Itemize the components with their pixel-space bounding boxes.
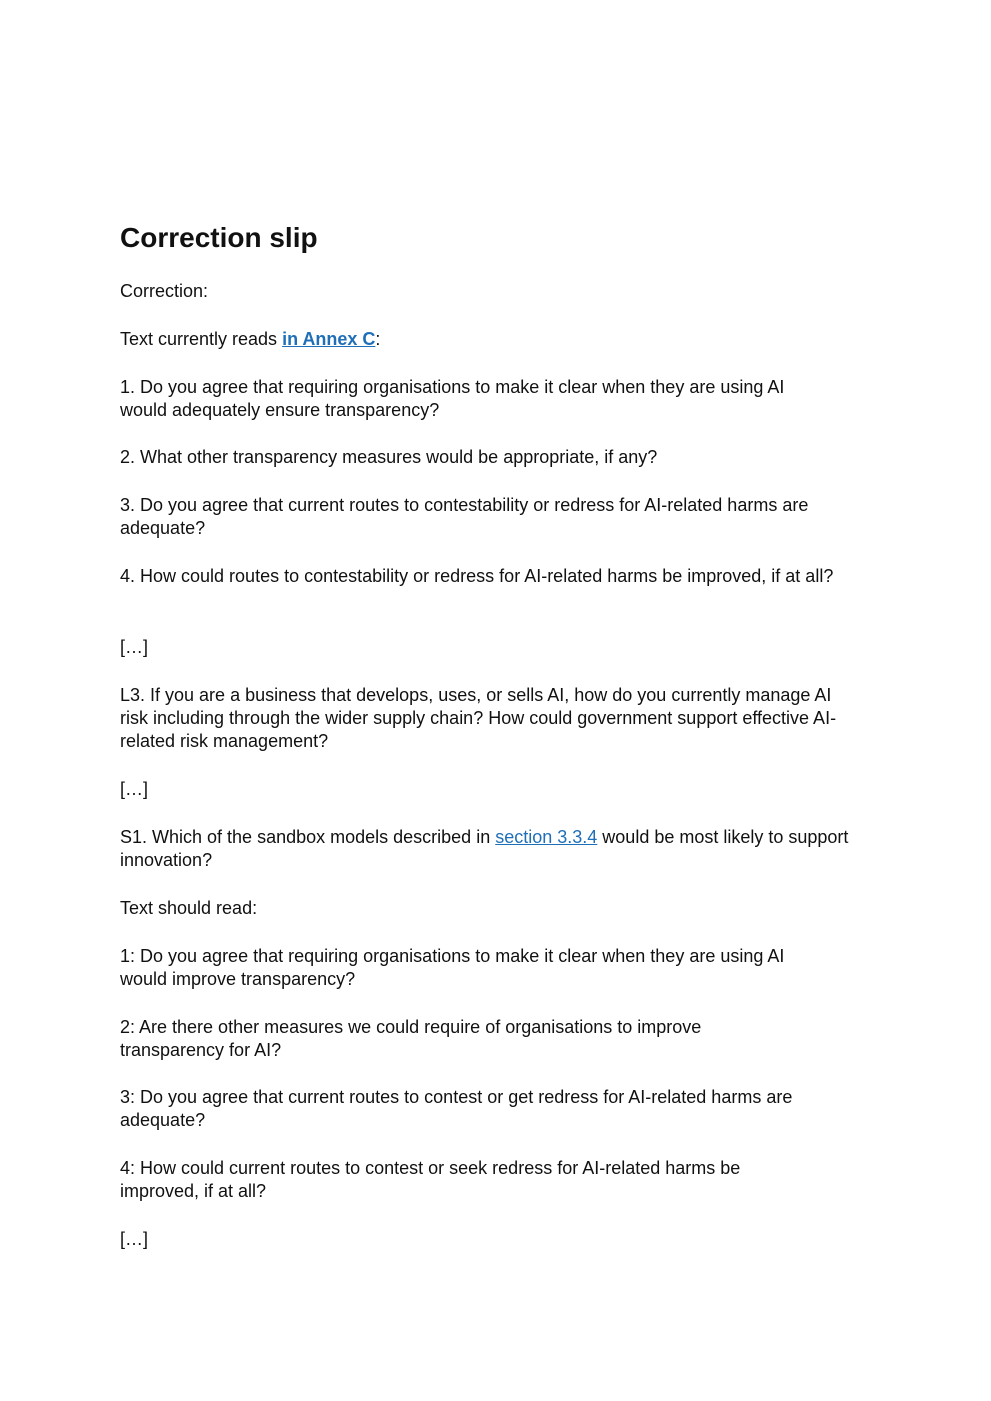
ellipsis: […] [120,637,149,657]
annex-c-link[interactable]: in Annex C [282,329,376,349]
current-question-l3: L3. If you are a business that develops, uses, or sells AI, how do you currently manage AI risk including through the wider supply chain? How could government support effective AI-related risk management? [120,685,837,751]
s1-suffix: would be most likely to support innovation? [120,827,849,870]
section-3-3-4-link[interactable]: section 3.3.4 [495,827,598,847]
s1-prefix: S1. Which of the sandbox models described in [120,827,496,847]
corrected-question-1: 1: Do you agree that requiring organisations to make it clear when they are using AI would improve transparency? [120,946,785,989]
current-question-s1 [120,826,865,872]
corrected-question-4: 4: How could current routes to contest or seek redress for AI-related harms be improved, if at all? [120,1158,741,1201]
current-question-1: 1. Do you agree that requiring organisations to make it clear when they are using AI would adequately ensure transparency? [120,377,785,420]
current-intro-suffix: : [375,329,381,349]
correction-label: Correction: [120,281,209,301]
current-question-2: 2. What other transparency measures would be appropriate, if any? [120,447,658,467]
current-question-4: 4. How could routes to contestability or redress for AI-related harms be improved, if at all? [120,566,834,586]
page-title: Correction slip [120,222,318,253]
should-read-label: Text should read: [120,898,258,918]
corrected-question-2: 2: Are there other measures we could require of organisations to improve transparency for AI? [120,1017,702,1060]
current-intro-prefix: Text currently reads [120,329,283,349]
ellipsis: […] [120,1229,149,1249]
ellipsis: […] [120,779,149,799]
current-question-3: 3. Do you agree that current routes to contestability or redress for AI-related harms are adequate? [120,495,809,538]
current-intro [120,328,380,351]
corrected-question-3: 3: Do you agree that current routes to contest or get redress for AI-related harms are adequate? [120,1087,793,1130]
